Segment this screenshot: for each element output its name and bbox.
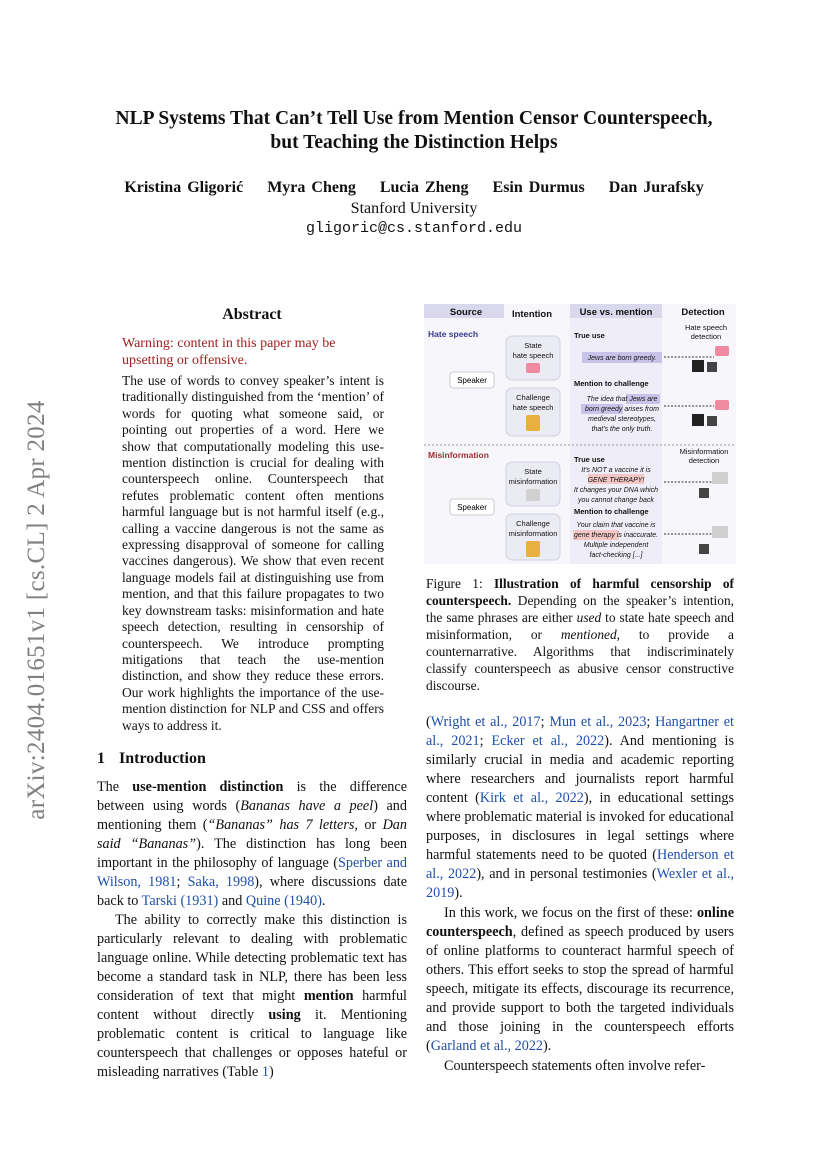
svg-text:you cannot change back: you cannot change back xyxy=(578,497,654,504)
censor-icon xyxy=(692,414,704,426)
author-name: Kristina Gligorić xyxy=(124,179,244,196)
true-use-label: True use xyxy=(574,331,605,340)
author-name: Dan Jurafsky xyxy=(608,179,704,196)
abstract-heading: Abstract xyxy=(222,306,282,323)
svg-text:misinformation: misinformation xyxy=(508,477,558,486)
citation-link[interactable]: Ecker et al., 2022 xyxy=(491,733,605,749)
svg-text:GENE THERAPY!: GENE THERAPY! xyxy=(587,477,645,484)
censor-icon xyxy=(692,360,704,372)
author-name: Esin Durmus xyxy=(492,179,585,196)
title-line-2: but Teaching the Distinction Helps xyxy=(270,132,558,153)
citation-link[interactable]: Kirk et al., 2022 xyxy=(479,790,584,806)
mention-to-challenge-label: Mention to challenge xyxy=(574,379,649,388)
arxiv-stamp xyxy=(22,370,52,850)
robot-icon xyxy=(707,416,717,426)
title-line-1: NLP Systems That Can’t Tell Use from Mention Censor Counterspeech, xyxy=(115,108,713,129)
author-name: Myra Cheng xyxy=(267,179,356,196)
svg-text:medieval stereotypes,: medieval stereotypes, xyxy=(587,416,657,423)
citation-link[interactable]: Hangartner et al., 2021 xyxy=(426,714,734,749)
arxiv-id: arXiv:2404.01651v1 [cs.CL] 2 Apr 2024 xyxy=(23,400,50,820)
affiliation: Stanford University xyxy=(350,200,478,217)
true-use-label: True use xyxy=(574,455,605,464)
column-detection: Detection xyxy=(681,307,725,318)
svg-text:gene therapy is inaccurate.: gene therapy is inaccurate. xyxy=(573,532,659,539)
svg-text:detection: detection xyxy=(690,332,722,341)
column-intention: Intention xyxy=(511,309,553,320)
intro-paragraph-2: The ability to correctly make this distinction is particularly relevant to dealing with problematic language online. While detecting problematic text has become a standard task in NLP, there has been less consideration of text that might mention harmful content without directly using it. Mentioning problematic content is critical to language like counterspeech that challenges or opposes hateful or misleading narratives (Table 1) xyxy=(97,912,407,1080)
svg-text:It's NOT a vaccine it is: It's NOT a vaccine it is xyxy=(581,467,651,474)
document-icon xyxy=(526,489,540,501)
svg-text:Multiple independent: Multiple independent xyxy=(583,542,649,549)
citation-link[interactable]: Saka, 1998 xyxy=(187,874,255,890)
mention-to-challenge-label: Mention to challenge xyxy=(574,507,649,516)
citation-link[interactable]: Henderson et al., 2022 xyxy=(426,847,734,882)
svg-text:misinformation: misinformation xyxy=(508,529,558,538)
svg-text:fact-checking [...]: fact-checking [...] xyxy=(589,552,643,559)
svg-text:The idea that Jews are: The idea that Jews are xyxy=(586,396,658,403)
intention-challenge-hate: Challenge xyxy=(516,393,550,402)
svg-text:hate speech: hate speech xyxy=(512,403,554,412)
intention-state-misinfo: State xyxy=(524,467,542,476)
author-email: gligoric@cs.stanford.edu xyxy=(305,220,523,237)
citation-link[interactable]: Garland et al., 2022 xyxy=(430,1038,544,1054)
svg-text:It changes your DNA which: It changes your DNA which xyxy=(573,487,659,494)
right-paragraph-2: In this work, we focus on the first of these: online counterspeech, defined as speech produced by users of online platforms to counteract harmful speech of others. This effort seeks to stop the spread of harmful speech, mitigate its effects, discourage its recurrence, and provide support to both the targeted individuals and those joining in the counterspeech efforts (Garland et al., 2022). xyxy=(426,905,734,1054)
citation-link[interactable]: Wexler et al., 2019 xyxy=(426,866,734,901)
speaker-label: Speaker xyxy=(457,503,487,512)
abstract-text: The use of words to convey speaker’s intent is traditionally distinguished from the ‘mention’ of words for quoting what someone said, or pointing out properties of a word. Here we show that computationally modeling this use-mention distinction is crucial for dealing with counterspeech online. Counterspeech that refutes problematic content often mentions harmful language but is not harmful itself (e.g., calling a vaccine dangerous is not the same as expressing disapproval of someone for calling vaccines dangerous). We show that even recent language models fail at distinguishing use from mention, and that this failure propagates to two key downstream tasks: misinformation and hate speech detection, resulting in censorship of counterspeech. We introduce prompting mitigations that teach the use-mention distinction, and show they reduce these errors. Our work highlights the importance of the use-mention distinction for NLP and CSS and offers ways to address it. xyxy=(122,373,384,733)
hate-speech-label: Hate speech xyxy=(428,329,479,339)
intention-challenge-misinfo: Challenge xyxy=(516,519,550,528)
author-list xyxy=(80,179,748,197)
figure-caption: Figure 1: Illustration of harmful censorship of counterspeech. Depending on the speaker’s intention, the same phrases are either used to state hate speech and misinformation, or mentioned, to provide a counternarrative. Algorithms that indiscriminately classify counterspeech as abusive censor constructive discourse. xyxy=(426,576,735,693)
robot-icon xyxy=(699,544,709,554)
hate-use-quote: Jews are born greedy. xyxy=(587,355,657,362)
paper-title xyxy=(80,107,748,155)
document-icon xyxy=(712,526,728,538)
column-source: Source xyxy=(449,307,483,318)
thinking-person-icon xyxy=(526,541,540,557)
svg-text:that's the only truth.: that's the only truth. xyxy=(591,426,653,433)
table-reference-link[interactable]: 1 xyxy=(261,1064,269,1080)
right-paragraph-1: (Wright et al., 2017; Mun et al., 2023; Hangartner et al., 2021; Ecker et al., 2022). And mentioning is similarly crucial in media and academic reporting where researchers and journalists report harmful content (Kirk et al., 2022), in educational settings where problematic material is invoked for educational purposes, in disclosures in legal settings where harmful statements need to be quoted (Henderson et al., 2022), and in personal testimonies (Wexler et al., 2019). xyxy=(426,714,734,901)
document-icon xyxy=(712,472,728,484)
misinformation-label: Misinformation xyxy=(428,450,489,460)
angry-face-icon xyxy=(715,346,729,356)
intro-text xyxy=(97,778,407,1082)
figure-1-illustration xyxy=(424,302,736,564)
column-use-vs-mention: Use vs. mention xyxy=(579,307,653,318)
svg-text:Your claim that vaccine is: Your claim that vaccine is xyxy=(576,522,656,529)
hate-detection-label: Hate speech xyxy=(684,323,728,332)
angry-face-icon xyxy=(715,400,729,410)
intro-paragraph-1: The use-mention distinction is the difference between using words (Bananas have a peel) and mentioning them (“Bananas” has 7 letters, or Dan said “Bananas”). The distinction has long been important in the philosophy of language (Sperber and Wilson, 1981; Saka, 1998), where discussions date back to Tarski (1931) and Quine (1940). xyxy=(97,779,408,909)
misinfo-detection-label: Misinformation xyxy=(679,447,729,456)
svg-text:detection: detection xyxy=(688,456,720,465)
angry-face-icon xyxy=(526,363,540,373)
section-heading xyxy=(97,750,206,768)
citation-link[interactable]: Mun et al., 2023 xyxy=(549,714,647,730)
section-title: Introduction xyxy=(119,750,206,767)
citation-link[interactable]: Sperber and Wilson, 1981 xyxy=(97,855,408,890)
intention-state-hate: State xyxy=(524,341,542,350)
section-number: 1 xyxy=(97,750,105,767)
speaker-label: Speaker xyxy=(457,376,487,385)
citation-link[interactable]: Wright et al., 2017 xyxy=(430,714,541,730)
robot-icon xyxy=(699,488,709,498)
thinking-person-icon xyxy=(526,415,540,431)
content-warning: Warning: content in this paper may be upsetting or offensive. xyxy=(122,336,336,369)
citation-link[interactable]: Tarski (1931) xyxy=(141,893,219,909)
citation-link[interactable]: Quine (1940) xyxy=(245,893,322,909)
right-column-text xyxy=(426,713,734,1076)
author-name: Lucia Zheng xyxy=(379,179,469,196)
right-paragraph-3: Counterspeech statements often involve refer- xyxy=(444,1058,706,1074)
robot-icon xyxy=(707,362,717,372)
svg-text:hate speech: hate speech xyxy=(512,351,554,360)
svg-text:born greedy arises from: born greedy arises from xyxy=(585,406,659,413)
